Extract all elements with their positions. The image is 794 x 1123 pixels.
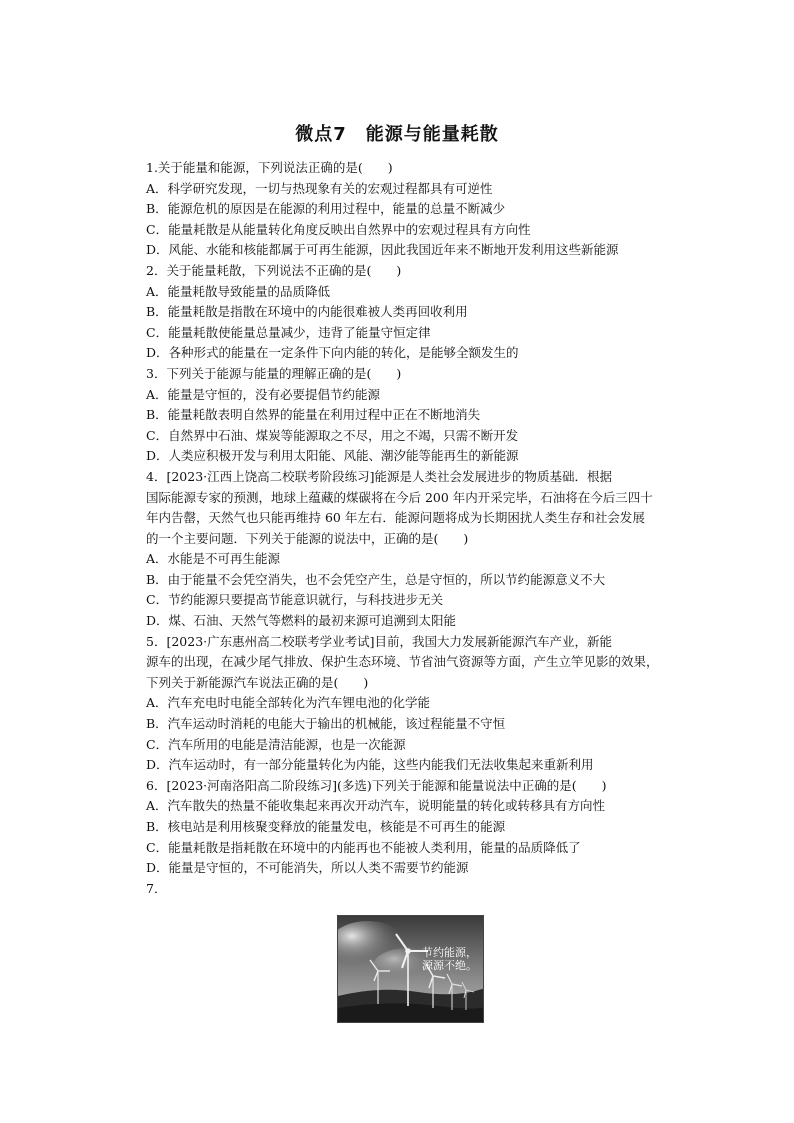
question-stem-line: 源车的出现，在减少尾气排放、保护生态环境、节省油气资源等方面，产生立竿见影的效果， (146, 654, 659, 670)
question-1 (146, 158, 664, 261)
question-stem-line: 5．[2023·广东惠州高二校联考学业考试]目前，我国大力发展新能源汽车产业，新能 (146, 633, 612, 649)
answer-option: B．能量耗散表明自然界的能量在利用过程中正在不断地消失 (146, 407, 481, 423)
answer-option: A．汽车充电时电能全部转化为汽车锂电池的化学能 (146, 695, 431, 711)
answer-option: B．由于能量不会凭空消失，也不会凭空产生，总是守恒的，所以节约能源意义不大 (146, 571, 606, 587)
answer-option: C．节约能源只要提高节能意识就行，与科技进步无关 (146, 592, 444, 608)
answer-option: B．能源危机的原因是在能源的利用过程中，能量的总量不断减少 (146, 201, 506, 217)
question-6 (146, 776, 664, 879)
question-3 (146, 364, 664, 467)
answer-option: B．核电站是利用核聚变释放的能量发电，核能是不可再生的能源 (146, 819, 506, 834)
answer-option: A．能量是守恒的，没有必要提倡节约能源 (146, 386, 381, 402)
question-stem-line: 4．[2023·江西上饶高二校联考阶段练习]能源是人类社会发展进步的物质基础．根据 (146, 468, 612, 484)
answer-option: C．能量耗散是从能量转化角度反映出自然界中的宏观过程具有方向性 (146, 221, 531, 237)
question-7 (146, 879, 664, 900)
question-stem-line: 国际能源专家的预测，地球上蕴藏的煤碳将在今后 200 年内开采完毕，石油将在今后三四十 (146, 489, 653, 505)
answer-option: C．自然界中石油、煤炭等能源取之不尽，用之不竭，只需不断开发 (146, 427, 519, 443)
question-stem-line: 6．[2023·河南洛阳高二阶段练习](多选)下列关于能源和能量说法中正确的是( ) (146, 777, 607, 793)
answer-option: D．能量是守恒的，不可能消失，所以人类不需要节约能源 (146, 860, 469, 876)
question-stem-line: 1.关于能量和能源，下列说法正确的是( ) (146, 160, 393, 175)
question-stem-line: 年内告罄，天然气也只能再维持 60 年左右．能源问题将成为长期困扰人类生存和社会发展 (146, 510, 645, 526)
question-4 (146, 467, 664, 632)
answer-option: D．各种形式的能量在一定条件下向内能的转化，是能够全额发生的 (146, 345, 519, 361)
answer-option: D．汽车运动时，有一部分能量转化为内能，这些内能我们无法收集起来重新利用 (146, 757, 594, 773)
answer-option: D．风能、水能和核能都属于可再生能源，因此我国近年来不断地开发利用这些新能源 (146, 242, 619, 258)
figure-caption-line-1: 节约能源， (422, 946, 477, 959)
question-5 (146, 632, 664, 776)
question-stem-line: 的一个主要问题．下列关于能源的说法中，正确的是( ) (146, 530, 469, 546)
question-2 (146, 261, 664, 364)
question-stem-line: 7． (146, 880, 167, 896)
answer-option: A．汽车散失的热量不能收集起来再次开动汽车，说明能量的转化或转移具有方向性 (146, 798, 606, 814)
question-list (146, 158, 664, 899)
page-title: 微点7 能源与能量耗散 (295, 124, 499, 145)
figure-caption-line-2: 源源不绝。 (422, 959, 477, 972)
answer-option: C．汽车所用的电能是清洁能源，也是一次能源 (146, 736, 406, 752)
answer-option: B．汽车运动时消耗的电能大于输出的机械能，该过程能量不守恒 (146, 716, 506, 732)
answer-option: A．水能是不可再生能源 (146, 551, 281, 567)
answer-option: D．人类应积极开发与利用太阳能、风能、潮汐能等能再生的新能源 (146, 448, 519, 464)
answer-option: C．能量耗散是指耗散在环境中的内能再也不能被人类利用，能量的品质降低了 (146, 839, 581, 855)
answer-option: D．煤、石油、天然气等燃料的最初来源可追溯到太阳能 (146, 613, 457, 629)
answer-option: C．能量耗散使能量总量减少，违背了能量守恒定律 (146, 324, 431, 340)
figure-caption (422, 946, 477, 972)
answer-option: A．能量耗散导致能量的品质降低 (146, 283, 331, 299)
wind-turbine-figure (337, 915, 484, 1023)
question-stem-line: 下列关于新能源汽车说法正确的是( ) (146, 674, 369, 690)
answer-option: A．科学研究发现，一切与热现象有关的宏观过程都具有可逆性 (146, 180, 493, 196)
question-stem-line: 2．关于能量耗散，下列说法不正确的是( ) (146, 262, 402, 278)
answer-option: B．能量耗散是指散在环境中的内能很难被人类再回收利用 (146, 304, 468, 320)
question-stem-line: 3．下列关于能源与能量的理解正确的是( ) (146, 365, 402, 381)
